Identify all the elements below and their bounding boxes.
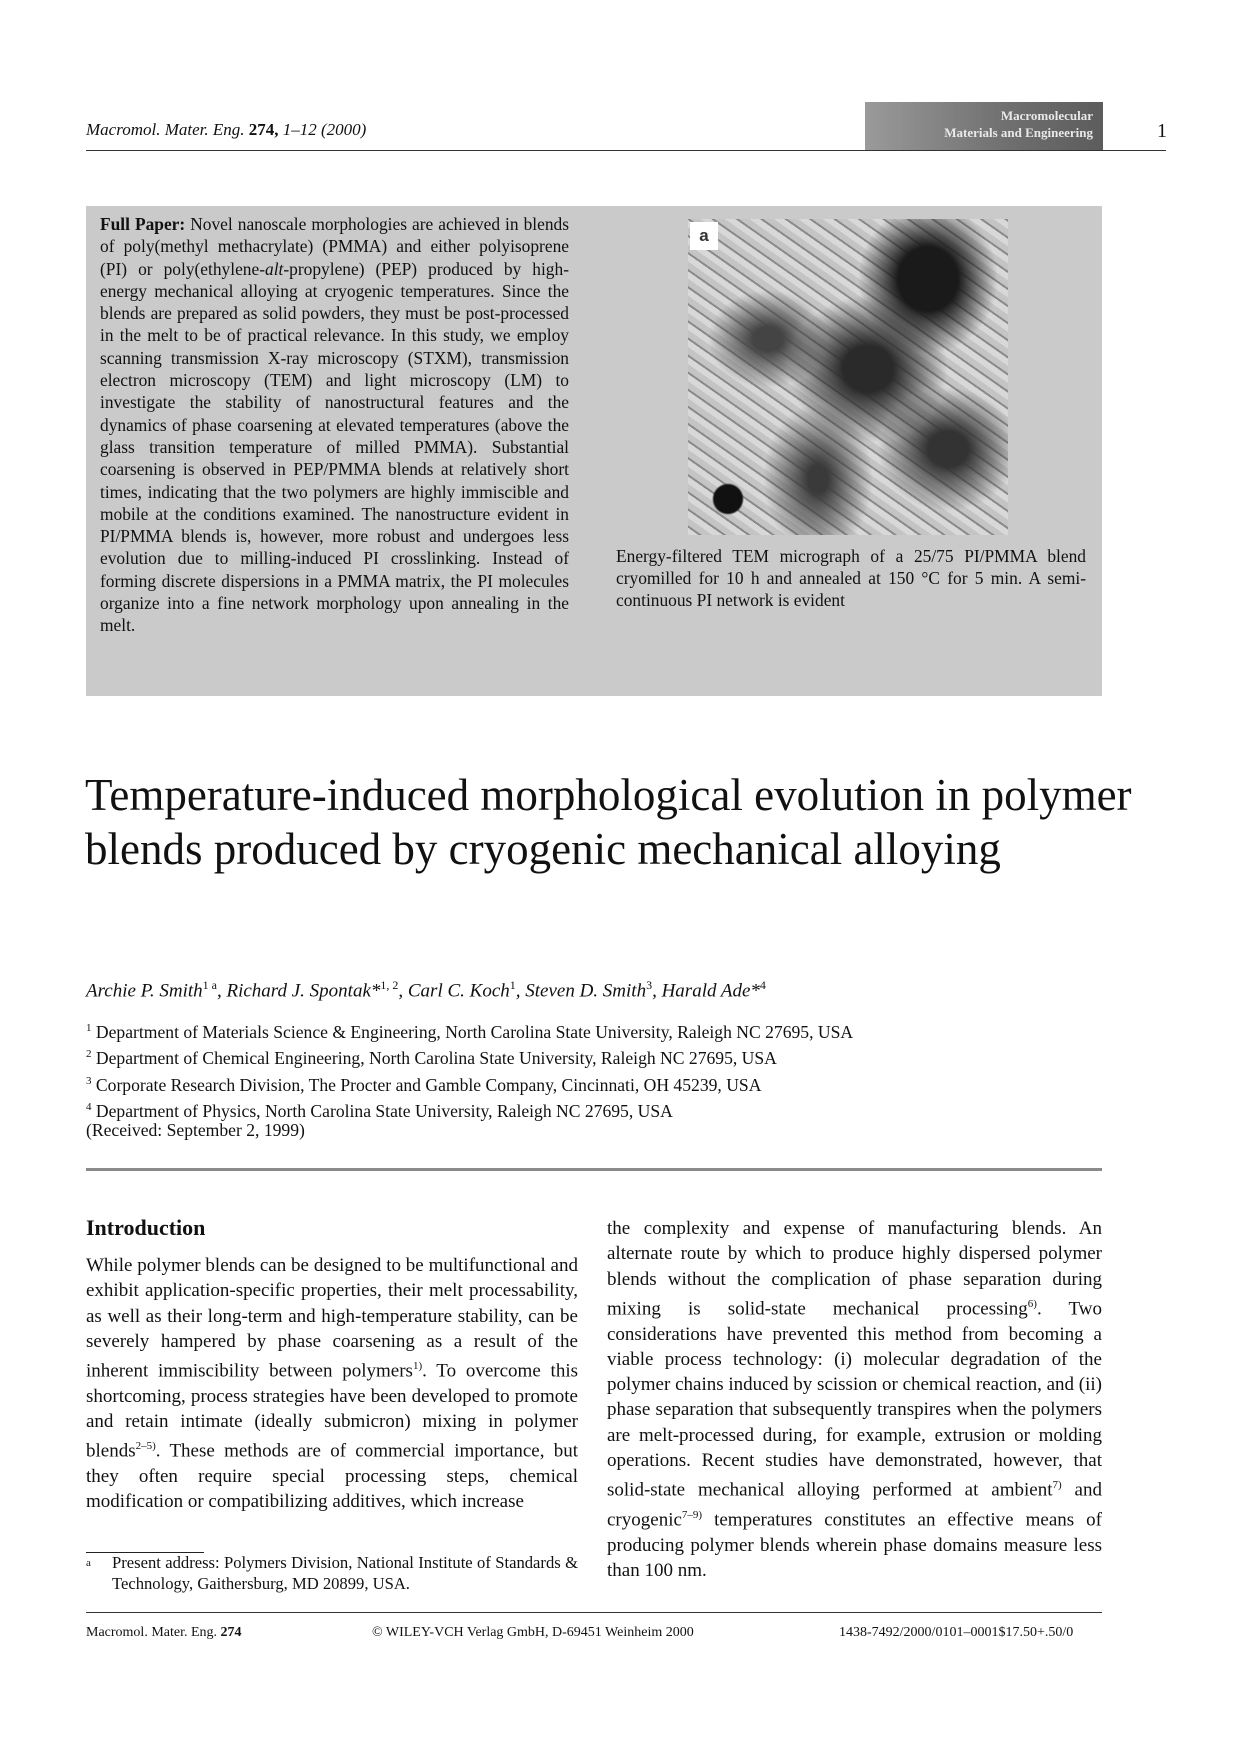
affiliation-number: 3: [86, 1074, 92, 1087]
citation-ref: 7–9): [681, 1508, 703, 1521]
abstract-text-part-1: Novel nanoscale morphologies are achieved in blends of poly(methyl methacrylate) (PMMA) and either polyisoprene (PI) or poly(ethylene-: [100, 214, 569, 279]
affiliation-number: 4: [86, 1101, 92, 1114]
author-separator: ,: [216, 980, 227, 1002]
affiliation-number: 2: [86, 1048, 92, 1061]
affiliation-text: Department of Chemical Engineering, North Carolina State University, Raleigh NC 27695, USA: [95, 1048, 777, 1069]
footer-copyright: © WILEY-VCH Verlag GmbH, D-69451 Weinheim 2000: [372, 1625, 694, 1640]
footer-volume: 274: [220, 1625, 242, 1640]
body-text: the complexity and expense of manufacturing blends. An alternate route by which to produce highly dispersed polymer blends without the complication of phase separation during mixing is solid-state mechanical processing: [607, 1218, 1102, 1320]
author-separator: ,: [515, 980, 526, 1002]
body-text: . These methods are of commercial importance, but they often require special processing steps, chemical modification or compatibilizing additives, which increase: [86, 1440, 578, 1513]
affiliation-text: Department of Materials Science & Engineering, North Carolina State University, Raleigh NC 27695, USA: [95, 1021, 854, 1042]
journal-logo: [865, 102, 1103, 150]
journal-volume: 274,: [248, 120, 279, 139]
affiliation-text: Department of Physics, North Carolina State University, Raleigh NC 27695, USA: [95, 1101, 673, 1122]
abstract-text-alt: alt: [265, 258, 284, 279]
logo-line-1: Macromolecular: [1000, 108, 1093, 123]
author-name: Carl C. Koch: [407, 980, 510, 1002]
author-name: Richard J. Spontak*: [226, 980, 381, 1002]
logo-line-2: Materials and Engineering: [944, 125, 1093, 140]
affiliation-item: [86, 1017, 853, 1043]
author-affiliation-mark: 3: [646, 978, 653, 992]
header-divider: [86, 150, 1166, 151]
author-name: Archie P. Smith: [86, 980, 203, 1002]
footer-journal-name: Macromol. Mater. Eng.: [86, 1625, 218, 1640]
footer-divider: [86, 1612, 1102, 1613]
figure-caption: Energy-filtered TEM micrograph of a 25/75 PI/PMMA blend cryomilled for 10 h and annealed at 150 °C for 5 min. A semi-continuous PI network is evident: [616, 546, 1086, 610]
journal-pages-year: 1–12 (2000): [282, 120, 367, 139]
journal-reference: [86, 120, 366, 140]
journal-name: Macromol. Mater. Eng.: [86, 120, 245, 139]
section-divider: [86, 1168, 1102, 1171]
introduction-left-column: [86, 1253, 578, 1515]
citation-ref: 1): [412, 1360, 423, 1373]
body-text: . Two considerations have prevented this method from becoming a viable process technology: (i) molecular degradation of the polymer chains induced by scission or chemical reaction, and (ii) phase separation that subsequently transpires when the polymers are melt-processed during, for example, extrusion or molding operations. Recent studies have demonstrated, however, that solid-state mechanical alloying performed at ambient: [607, 1298, 1102, 1501]
abstract-text: [100, 213, 569, 637]
micrograph-panel-label: a: [690, 222, 718, 250]
body-text: While polymer blends can be designed to be multifunctional and exhibit application-specific properties, their melt processability, as well as their long-term and high-temperature stability, can be severely hampered by phase coarsening as a result of the inherent immiscibility between polymers: [86, 1255, 578, 1382]
body-text: and cryogenic: [607, 1479, 1102, 1531]
tem-micrograph-image: [688, 219, 1008, 535]
body-text: . To overcome this shortcoming, process strategies have been developed to promote and retain intimate (ideally submicron) mixing in polymer blends: [86, 1360, 578, 1462]
footer-issn: 1438-7492/2000/0101–0001$17.50+.50/0: [839, 1625, 1074, 1640]
author-separator: ,: [652, 980, 662, 1002]
abstract-label: Full Paper:: [100, 214, 186, 234]
affiliation-list: [86, 1017, 853, 1123]
author-list: [86, 978, 766, 1002]
author-affiliation-mark: 1: [509, 978, 516, 992]
page-number: 1: [1157, 120, 1167, 142]
affiliation-item: [86, 1096, 853, 1122]
author-affiliation-mark: 1, 2: [380, 978, 399, 992]
affiliation-number: 1: [86, 1022, 92, 1034]
author-affiliation-mark: 1 a: [202, 978, 217, 992]
received-date: (Received: September 2, 1999): [86, 1120, 305, 1140]
footnote-marker: a: [86, 1557, 91, 1569]
author-separator: ,: [398, 980, 408, 1002]
footer-journal: [86, 1625, 242, 1641]
author-name: Harald Ade*: [661, 980, 760, 1002]
affiliation-item: [86, 1070, 853, 1096]
citation-ref: 6): [1027, 1297, 1037, 1310]
citation-ref: 7): [1052, 1479, 1062, 1492]
citation-ref: 2–5): [135, 1440, 156, 1453]
introduction-heading: Introduction: [86, 1215, 206, 1240]
paper-title: Temperature-induced morphological evolution in polymer blends produced by cryogenic mechanical alloying: [85, 770, 1132, 874]
abstract-text-part-2: -propylene) (PEP) produced by high-energy mechanical alloying at cryogenic temperatures. Since the blends are prepared as solid powders, they must be post-processed in the melt to be of practical relevance. In this study, we employ scanning transmission X-ray microscopy (STXM), transmission electron microscopy (TEM) and light microscopy (LM) to investigate the stability of nanostructural features and the dynamics of phase coarsening at elevated temperatures (above the glass transition temperature of milled PMMA). Substantial coarsening is observed in PEP/PMMA blends at relatively short times, indicating that the two polymers are highly immiscible and mobile at the conditions examined. The nanostructure evident in PI/PMMA blends is, however, more robust and undergoes less evolution due to milling-induced PI crosslinking. Instead of forming discrete dispersions in a PMMA matrix, the PI molecules organize into a fine network morphology upon annealing in the melt.: [100, 258, 569, 636]
author-name: Steven D. Smith: [525, 980, 647, 1002]
body-text: temperatures constitutes an effective means of producing polymer blends wherein phase domains measure less than 100 nm.: [607, 1509, 1102, 1581]
author-affiliation-mark: 4: [759, 978, 766, 992]
affiliation-text: Corporate Research Division, The Procter and Gamble Company, Cincinnati, OH 45239, USA: [95, 1074, 762, 1095]
affiliation-item: [86, 1043, 853, 1069]
introduction-right-column: [607, 1216, 1102, 1583]
footnote-text: Present address: Polymers Division, National Institute of Standards & Technology, Gaithersburg, MD 20899, USA.: [112, 1553, 578, 1593]
